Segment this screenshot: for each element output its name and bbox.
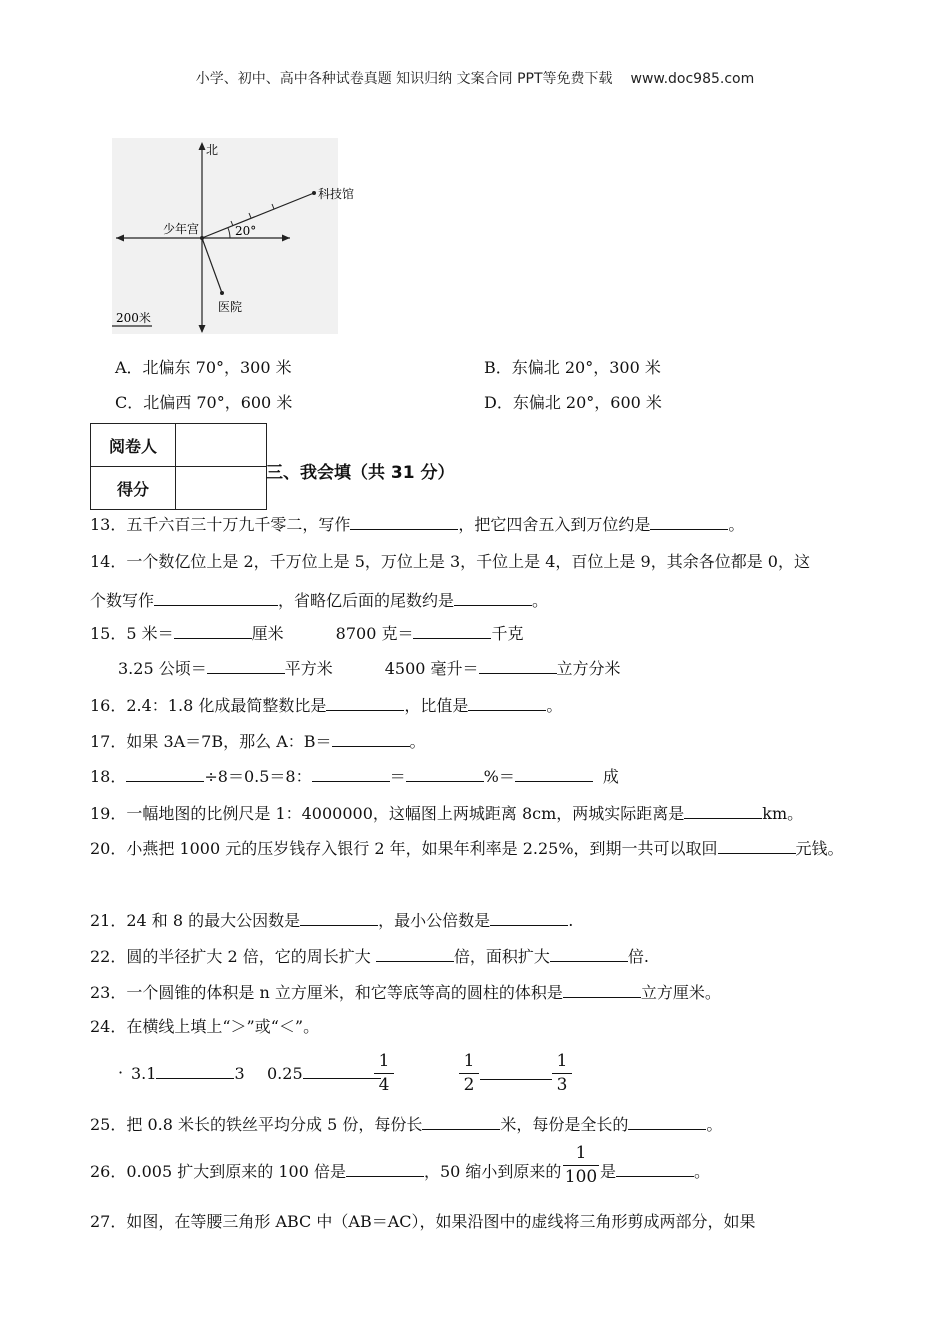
question-22: 22．圆的半径扩大 2 倍，它的周长扩大 倍，面积扩大 倍.	[90, 947, 649, 966]
option-d[interactable]: D．东偏北 20°，600 米	[484, 393, 662, 412]
angle-label: 20°	[235, 224, 257, 238]
score-label: 得分	[91, 467, 176, 510]
blank[interactable]	[300, 910, 378, 926]
museum-label: 科技馆	[318, 187, 355, 201]
origin-label: 少年宫	[163, 222, 200, 236]
question-26-tail: 是 。	[600, 1162, 711, 1181]
blank[interactable]	[718, 838, 796, 854]
blank[interactable]	[126, 766, 204, 782]
question-26: 26．0.005 扩大到原来的 100 倍是 ，50 缩小到原来的	[90, 1162, 562, 1181]
blank[interactable]	[156, 1063, 234, 1079]
question-15: 15．5 米＝ 厘米 8700 克＝ 千克	[90, 624, 524, 643]
blank[interactable]	[406, 766, 484, 782]
blank[interactable]	[326, 695, 404, 711]
reviewer-label: 阅卷人	[91, 424, 176, 467]
question-24: 24．在横线上填上“＞”或“＜”。	[90, 1017, 320, 1036]
header-url: www.doc985.com	[630, 71, 755, 87]
blank[interactable]	[550, 946, 628, 962]
blank[interactable]	[616, 1161, 694, 1177]
q24-dot: ·	[118, 1063, 124, 1082]
blank[interactable]	[628, 1114, 706, 1130]
blank[interactable]	[468, 695, 546, 711]
fraction-one-half: 1 2	[459, 1051, 479, 1095]
question-27: 27．如图，在等腰三角形 ABC 中（AB＝AC），如果沿图中的虚线将三角形剪成两部分，如果	[90, 1212, 756, 1231]
score-box[interactable]	[176, 467, 267, 510]
option-a[interactable]: A．北偏东 70°，300 米	[115, 358, 292, 377]
fraction-one-third: 1 3	[552, 1051, 572, 1095]
question-14: 14．一个数亿位上是 2，千万位上是 5，万位上是 3，千位上是 4，百位上是 9，其余各位都是 0，这	[90, 552, 810, 571]
section-title: 三、我会填（共 31 分）	[266, 463, 455, 483]
question-21: 21．24 和 8 的最大公因数是 ，最小公倍数是 .	[90, 911, 574, 930]
q24-item-1: 3.1 3	[131, 1064, 245, 1083]
north-label: 北	[206, 143, 219, 157]
blank[interactable]	[422, 1114, 500, 1130]
grader-table	[90, 423, 267, 510]
blank[interactable]	[563, 982, 641, 998]
blank[interactable]	[207, 658, 285, 674]
question-17: 17．如果 3A＝7B，那么 A：B＝ 。	[90, 732, 426, 751]
question-16: 16．2.4：1.8 化成最简整数比是 ，比值是 。	[90, 696, 563, 715]
blank[interactable]	[413, 623, 491, 639]
blank[interactable]	[346, 1161, 424, 1177]
blank[interactable]	[350, 514, 458, 530]
question-19: 19．一幅地图的比例尺是 1：4000000，这幅图上两城距离 8cm，两城实际距离是 km。	[90, 804, 804, 823]
q24-blank-3[interactable]	[480, 1064, 552, 1080]
direction-figure	[108, 136, 368, 341]
blank[interactable]	[490, 910, 568, 926]
reviewer-box[interactable]	[176, 424, 267, 467]
question-25: 25．把 0.8 米长的铁丝平均分成 5 份，每份长 米，每份是全长的 。	[90, 1115, 723, 1134]
blank[interactable]	[332, 731, 410, 747]
blank[interactable]	[479, 658, 557, 674]
blank[interactable]	[454, 590, 532, 606]
scale-label: 200米	[116, 311, 151, 325]
question-20: 20．小燕把 1000 元的压岁钱存入银行 2 年，如果年利率是 2.25%，到期一共可以取回 元钱。	[90, 839, 844, 858]
blank[interactable]	[154, 590, 278, 606]
page-header	[0, 68, 950, 88]
question-13: 13．五千六百三十万九千零二，写作 ，把它四舍五入到万位约是 。	[90, 515, 745, 534]
option-c[interactable]: C．北偏西 70°，600 米	[115, 393, 293, 412]
blank[interactable]	[650, 514, 728, 530]
blank[interactable]	[303, 1063, 381, 1079]
question-18: 18． ÷8＝0.5＝8： ＝ %＝ 成	[90, 767, 619, 786]
blank[interactable]	[376, 946, 454, 962]
blank[interactable]	[684, 803, 762, 819]
hospital-label: 医院	[218, 300, 243, 314]
question-14-cont: 个数写作 ，省略亿后面的尾数约是 。	[90, 591, 549, 610]
fraction-one-fourth: 1 4	[374, 1051, 394, 1095]
option-b[interactable]: B．东偏北 20°，300 米	[484, 358, 661, 377]
blank[interactable]	[174, 623, 252, 639]
question-15-cont: 3.25 公顷＝ 平方米 4500 毫升＝ 立方分米	[118, 659, 621, 678]
q24-item-2: 0.25	[267, 1063, 381, 1083]
blank[interactable]	[312, 766, 390, 782]
blank[interactable]	[515, 766, 593, 782]
fraction-one-hundredth: 1 100	[564, 1143, 598, 1187]
header-title: 小学、初中、高中各种试卷真题 知识归纳 文案合同 PPT等免费下载	[195, 71, 613, 87]
question-23: 23．一个圆锥的体积是 n 立方厘米，和它等底等高的圆柱的体积是 立方厘米。	[90, 983, 721, 1002]
